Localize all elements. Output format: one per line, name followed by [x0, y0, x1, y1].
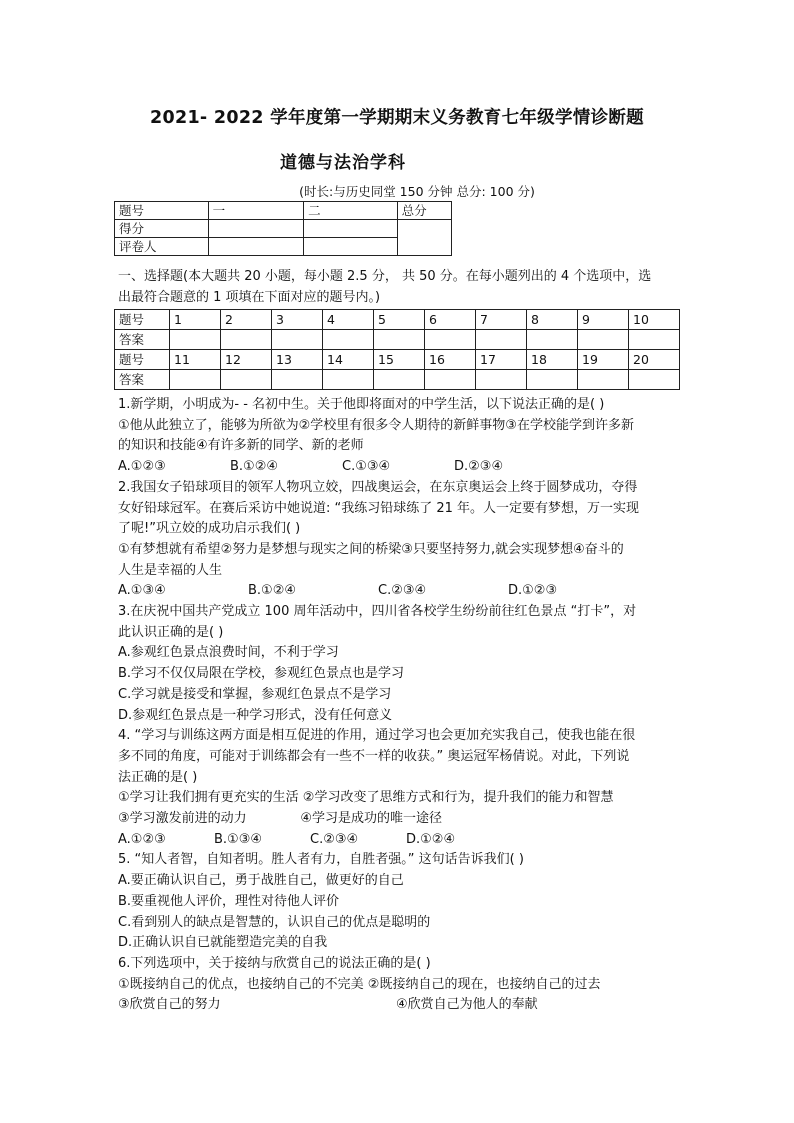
score-table-row	[115, 220, 452, 238]
question-number-cell: 15	[374, 350, 425, 370]
answer-cell	[578, 370, 629, 390]
question-number-cell: 5	[374, 310, 425, 330]
question-1-options	[118, 457, 684, 478]
answer-cell	[323, 370, 374, 390]
option-b: B.要重视他人评价，理性对待他人评价	[118, 893, 340, 909]
option-a: A.①②③	[118, 831, 166, 847]
score-cell	[208, 220, 304, 238]
question-4-stem: 多不同的角度，可能对于训练都会有一些不一样的收获。” 奥运冠军杨倩说。对此，下列说	[118, 748, 630, 764]
question-2-stem: 女好铅球冠军。在赛后采访中她说道: “我练习铅球练了 21 年。人一定要有梦想，万一实现	[118, 500, 640, 516]
question-1-stem: 1.新学期，小明成为- - 名初中生。关于他即将面对的中学生活，以下说法正确的是( )	[118, 397, 605, 412]
option-d: D.②③④	[454, 459, 504, 475]
score-label-cell: 评卷人	[115, 238, 209, 256]
question-4-statement: ③学习激发前进的动力 ④学习是成功的唯一途径	[118, 811, 443, 827]
option-d: D.①②④	[406, 831, 456, 847]
instruction-line: 出最符合题意的 1 项填在下面对应的题号内。)	[118, 290, 381, 305]
option-a: A.参观红色景点浪费时间，不利于学习	[118, 645, 339, 661]
question-number-cell: 8	[527, 310, 578, 330]
question-2-options	[118, 581, 684, 602]
question-2-stem: 了呢!”巩立姣的成功启示我们( )	[118, 521, 301, 537]
option-b: B.①②④	[248, 583, 297, 599]
instruction-line: 一、选择题(本大题共 20 小题，每小题 2.5 分， 共 50 分。在每小题列出的 4 个选项中，选	[118, 269, 652, 284]
answer-cell	[221, 370, 272, 390]
exam-title: 2021- 2022 学年度第一学期期末义务教育七年级学情诊断题	[150, 108, 644, 128]
option-b: B.①②④	[230, 459, 279, 475]
question-4-stem: 4. “学习与训练这两方面是相互促进的作用，通过学习也会更加充实我自己，使我也能在很	[118, 728, 636, 744]
question-1-statement: 的知识和技能④有许多新的同学、新的老师	[118, 438, 364, 454]
question-number-cell: 2	[221, 310, 272, 330]
section-one-instructions	[118, 266, 684, 308]
answer-row-label: 题号	[115, 310, 170, 330]
question-2-statement: 人生是幸福的人生	[118, 562, 223, 578]
question-number-cell: 7	[476, 310, 527, 330]
question-number-cell: 17	[476, 350, 527, 370]
question-5-stem: 5. “知人者智，自知者明。胜人者有力，自胜者强。” 这句话告诉我们( )	[118, 852, 524, 868]
answer-cell	[170, 370, 221, 390]
subject-title: 道德与法治学科	[280, 153, 406, 173]
answer-row-label: 答案	[115, 330, 170, 350]
question-number-cell: 4	[323, 310, 374, 330]
question-6-statement: ①既接纳自己的优点，也接纳自己的不完美 ②既接纳自己的现在，也接纳自己的过去	[118, 976, 601, 992]
question-number-cell: 19	[578, 350, 629, 370]
answer-cell	[272, 370, 323, 390]
question-number-cell: 12	[221, 350, 272, 370]
answer-cell	[578, 330, 629, 350]
total-score-cell	[397, 220, 451, 256]
answer-cell	[170, 330, 221, 350]
question-6-statement: ③欣赏自己的努力	[118, 997, 221, 1013]
option-a: A.要正确认识自己，勇于战胜自己，做更好的自己	[118, 873, 404, 889]
question-number-cell: 6	[425, 310, 476, 330]
score-cell	[304, 220, 398, 238]
question-number-cell: 3	[272, 310, 323, 330]
option-b: B.学习不仅仅局限在学校，参观红色景点也是学习	[118, 666, 405, 682]
answer-number-row	[115, 350, 680, 370]
question-number-cell: 10	[629, 310, 680, 330]
answer-cell	[221, 330, 272, 350]
answer-cell	[629, 370, 680, 390]
question-list	[118, 395, 684, 1016]
score-header-cell: 一	[208, 202, 304, 220]
answer-cell	[476, 330, 527, 350]
question-2-stem: 2.我国女子铅球项目的领军人物巩立姣，四战奥运会，在东京奥运会上终于圆梦成功，夺得	[118, 479, 638, 495]
option-c: C.②③④	[378, 583, 427, 599]
answer-cell	[527, 370, 578, 390]
answer-number-row	[115, 310, 680, 330]
question-number-cell: 18	[527, 350, 578, 370]
grader-cell	[304, 238, 398, 256]
answer-cell	[527, 330, 578, 350]
answer-fill-row	[115, 370, 680, 390]
question-number-cell: 14	[323, 350, 374, 370]
answer-cell	[629, 330, 680, 350]
question-number-cell: 20	[629, 350, 680, 370]
option-d: D.①②③	[508, 583, 558, 599]
score-header-cell: 总分	[397, 202, 451, 220]
option-a: A.①③④	[118, 583, 166, 599]
question-number-cell: 13	[272, 350, 323, 370]
answer-cell	[323, 330, 374, 350]
score-header-cell: 二	[304, 202, 398, 220]
question-3-stem: 此认识正确的是( )	[118, 624, 224, 640]
question-6-statement-row	[118, 995, 684, 1016]
question-1-statement: ①他从此独立了，能够为所欲为②学校里有很多令人期待的新鲜事物③在学校能学到许多新	[118, 417, 634, 433]
question-number-cell: 11	[170, 350, 221, 370]
duration-note: (时长:与历史同堂 150 分钟 总分: 100 分)	[299, 184, 535, 199]
option-c: C.学习就是接受和掌握，参观红色景点不是学习	[118, 686, 392, 702]
question-6-stem: 6.下列选项中，关于接纳与欣赏自己的说法正确的是( )	[118, 955, 431, 971]
answer-fill-row	[115, 330, 680, 350]
score-table-row	[115, 202, 452, 220]
score-label-cell: 得分	[115, 220, 209, 238]
option-c: C.②③④	[310, 831, 359, 847]
option-b: B.①③④	[214, 831, 263, 847]
answer-cell	[476, 370, 527, 390]
question-4-statement: ①学习让我们拥有更充实的生活 ②学习改变了思维方式和行为，提升我们的能力和智慧	[118, 790, 614, 806]
option-c: C.看到别人的缺点是智慧的，认识自己的优点是聪明的	[118, 914, 431, 930]
answer-cell	[425, 370, 476, 390]
question-6-statement: ④欣赏自己为他人的奉献	[396, 997, 538, 1013]
answer-cell	[272, 330, 323, 350]
option-d: D.正确认识自已就能塑造完美的自我	[118, 935, 328, 951]
question-4-stem: 法正确的是( )	[118, 769, 198, 785]
score-table	[114, 201, 452, 256]
question-number-cell: 16	[425, 350, 476, 370]
question-number-cell: 9	[578, 310, 629, 330]
question-4-options	[118, 830, 684, 851]
option-a: A.①②③	[118, 459, 166, 475]
question-2-statement: ①有梦想就有希望②努力是梦想与现实之间的桥梁③只要坚持努力,就会实现梦想④奋斗的	[118, 541, 624, 557]
question-number-cell: 1	[170, 310, 221, 330]
grader-cell	[208, 238, 304, 256]
option-c: C.①③④	[342, 459, 391, 475]
answer-row-label: 答案	[115, 370, 170, 390]
answer-cell	[374, 330, 425, 350]
answer-cell	[374, 370, 425, 390]
answer-table	[114, 309, 680, 390]
answer-row-label: 题号	[115, 350, 170, 370]
question-3-stem: 3.在庆祝中国共产党成立 100 周年活动中，四川省各校学生纷纷前往红色景点 “打卡”，对	[118, 604, 637, 620]
answer-cell	[425, 330, 476, 350]
option-d: D.参观红色景点是一种学习形式，没有任何意义	[118, 707, 393, 723]
score-header-cell: 题号	[115, 202, 209, 220]
